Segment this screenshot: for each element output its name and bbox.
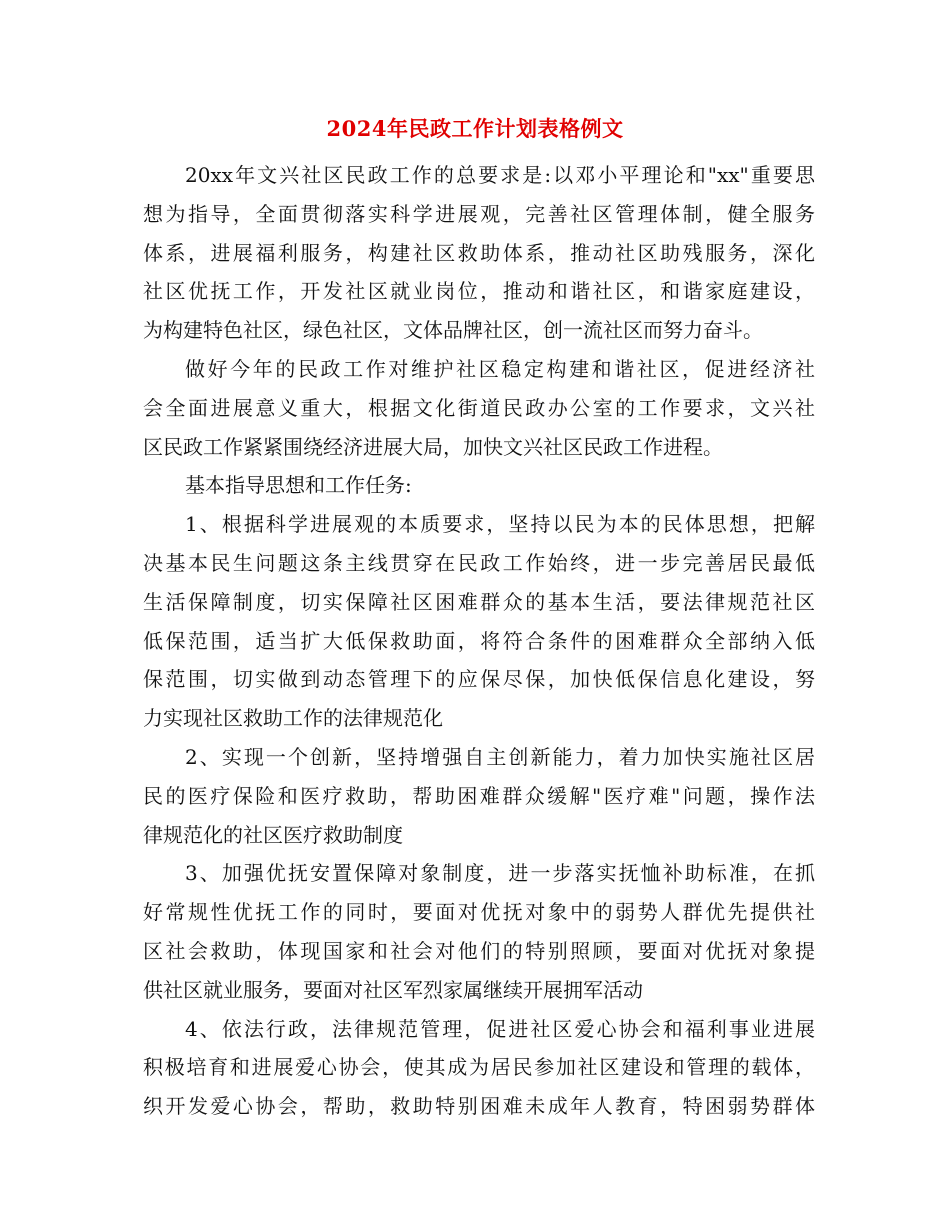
- text-line: 2、实现一个创新，坚持增强自主创新能力，着力加快实施社区居: [185, 744, 815, 769]
- text-line: 为构建特色社区，绿色社区，文体品牌社区，创一流社区而努力奋斗。: [143, 318, 763, 343]
- paragraph: [143, 156, 815, 350]
- text-line: 力实现社区救助工作的法律规范化: [143, 706, 443, 731]
- text-line: 基本指导思想和工作任务:: [185, 473, 412, 498]
- text-line: 20xx年文兴社区民政工作的总要求是:以邓小平理论和"xx"重要思: [185, 163, 815, 187]
- text-line: 想为指导，全面贯彻落实科学进展观，完善社区管理体制，健全服务: [143, 201, 815, 226]
- document-body: [143, 156, 815, 1126]
- text-line: 社区优抚工作，开发社区就业岗位，推动和谐社区，和谐家庭建设，: [143, 279, 815, 304]
- text-line: 生活保障制度，切实保障社区困难群众的基本生活，要法律规范社区: [143, 589, 815, 614]
- text-line: 1、根据科学进展观的本质要求，坚持以民为本的民体思想，把解: [185, 512, 815, 537]
- text-line: 会全面进展意义重大，根据文化街道民政办公室的工作要求，文兴社: [143, 395, 815, 420]
- text-line: 积极培育和进展爱心协会，使其成为居民参加社区建设和管理的载体，: [143, 1055, 815, 1080]
- text-line: 织开发爱心协会，帮助，救助特别困难未成年人教育，特困弱势群体: [143, 1094, 815, 1119]
- paragraph: [143, 1010, 815, 1126]
- paragraph: [143, 854, 815, 1009]
- text-line: 体系，进展福利服务，构建社区救助体系，推动社区助残服务，深化: [143, 240, 815, 265]
- text-line: 律规范化的社区医疗救助制度: [143, 822, 403, 847]
- text-line: 民的医疗保险和医疗救助，帮助困难群众缓解"医疗难"问题，操作法: [143, 783, 815, 808]
- text-line: 决基本民生问题这条主线贯穿在民政工作始终，进一步完善居民最低: [143, 550, 815, 575]
- paragraph: [143, 738, 815, 854]
- text-line: 做好今年的民政工作对维护社区稳定构建和谐社区，促进经济社: [185, 356, 815, 381]
- text-line: 3、加强优抚安置保障对象制度，进一步落实抚恤补助标准，在抓: [185, 861, 815, 886]
- text-line: 低保范围，适当扩大低保救助面，将符合条件的困难群众全部纳入低: [143, 628, 815, 653]
- text-line: 保范围，切实做到动态管理下的应保尽保，加快低保信息化建设，努: [143, 667, 815, 692]
- text-line: 区民政工作紧紧围绕经济进展大局，加快文兴社区民政工作进程。: [143, 434, 723, 459]
- text-line: 区社会救助，体现国家和社会对他们的特别照顾，要面对优抚对象提: [143, 938, 815, 963]
- paragraph: [143, 466, 815, 505]
- text-line: 好常规性优抚工作的同时，要面对优抚对象中的弱势人群优先提供社: [143, 900, 815, 925]
- paragraph: [143, 350, 815, 466]
- document-title: 2024年民政工作计划表格例文: [326, 116, 624, 141]
- text-line: 4、依法行政，法律规范管理，促进社区爱心协会和福利事业进展: [185, 1016, 815, 1041]
- paragraph: [143, 505, 815, 738]
- text-line: 供社区就业服务，要面对社区军烈家属继续开展拥军活动: [143, 977, 643, 1002]
